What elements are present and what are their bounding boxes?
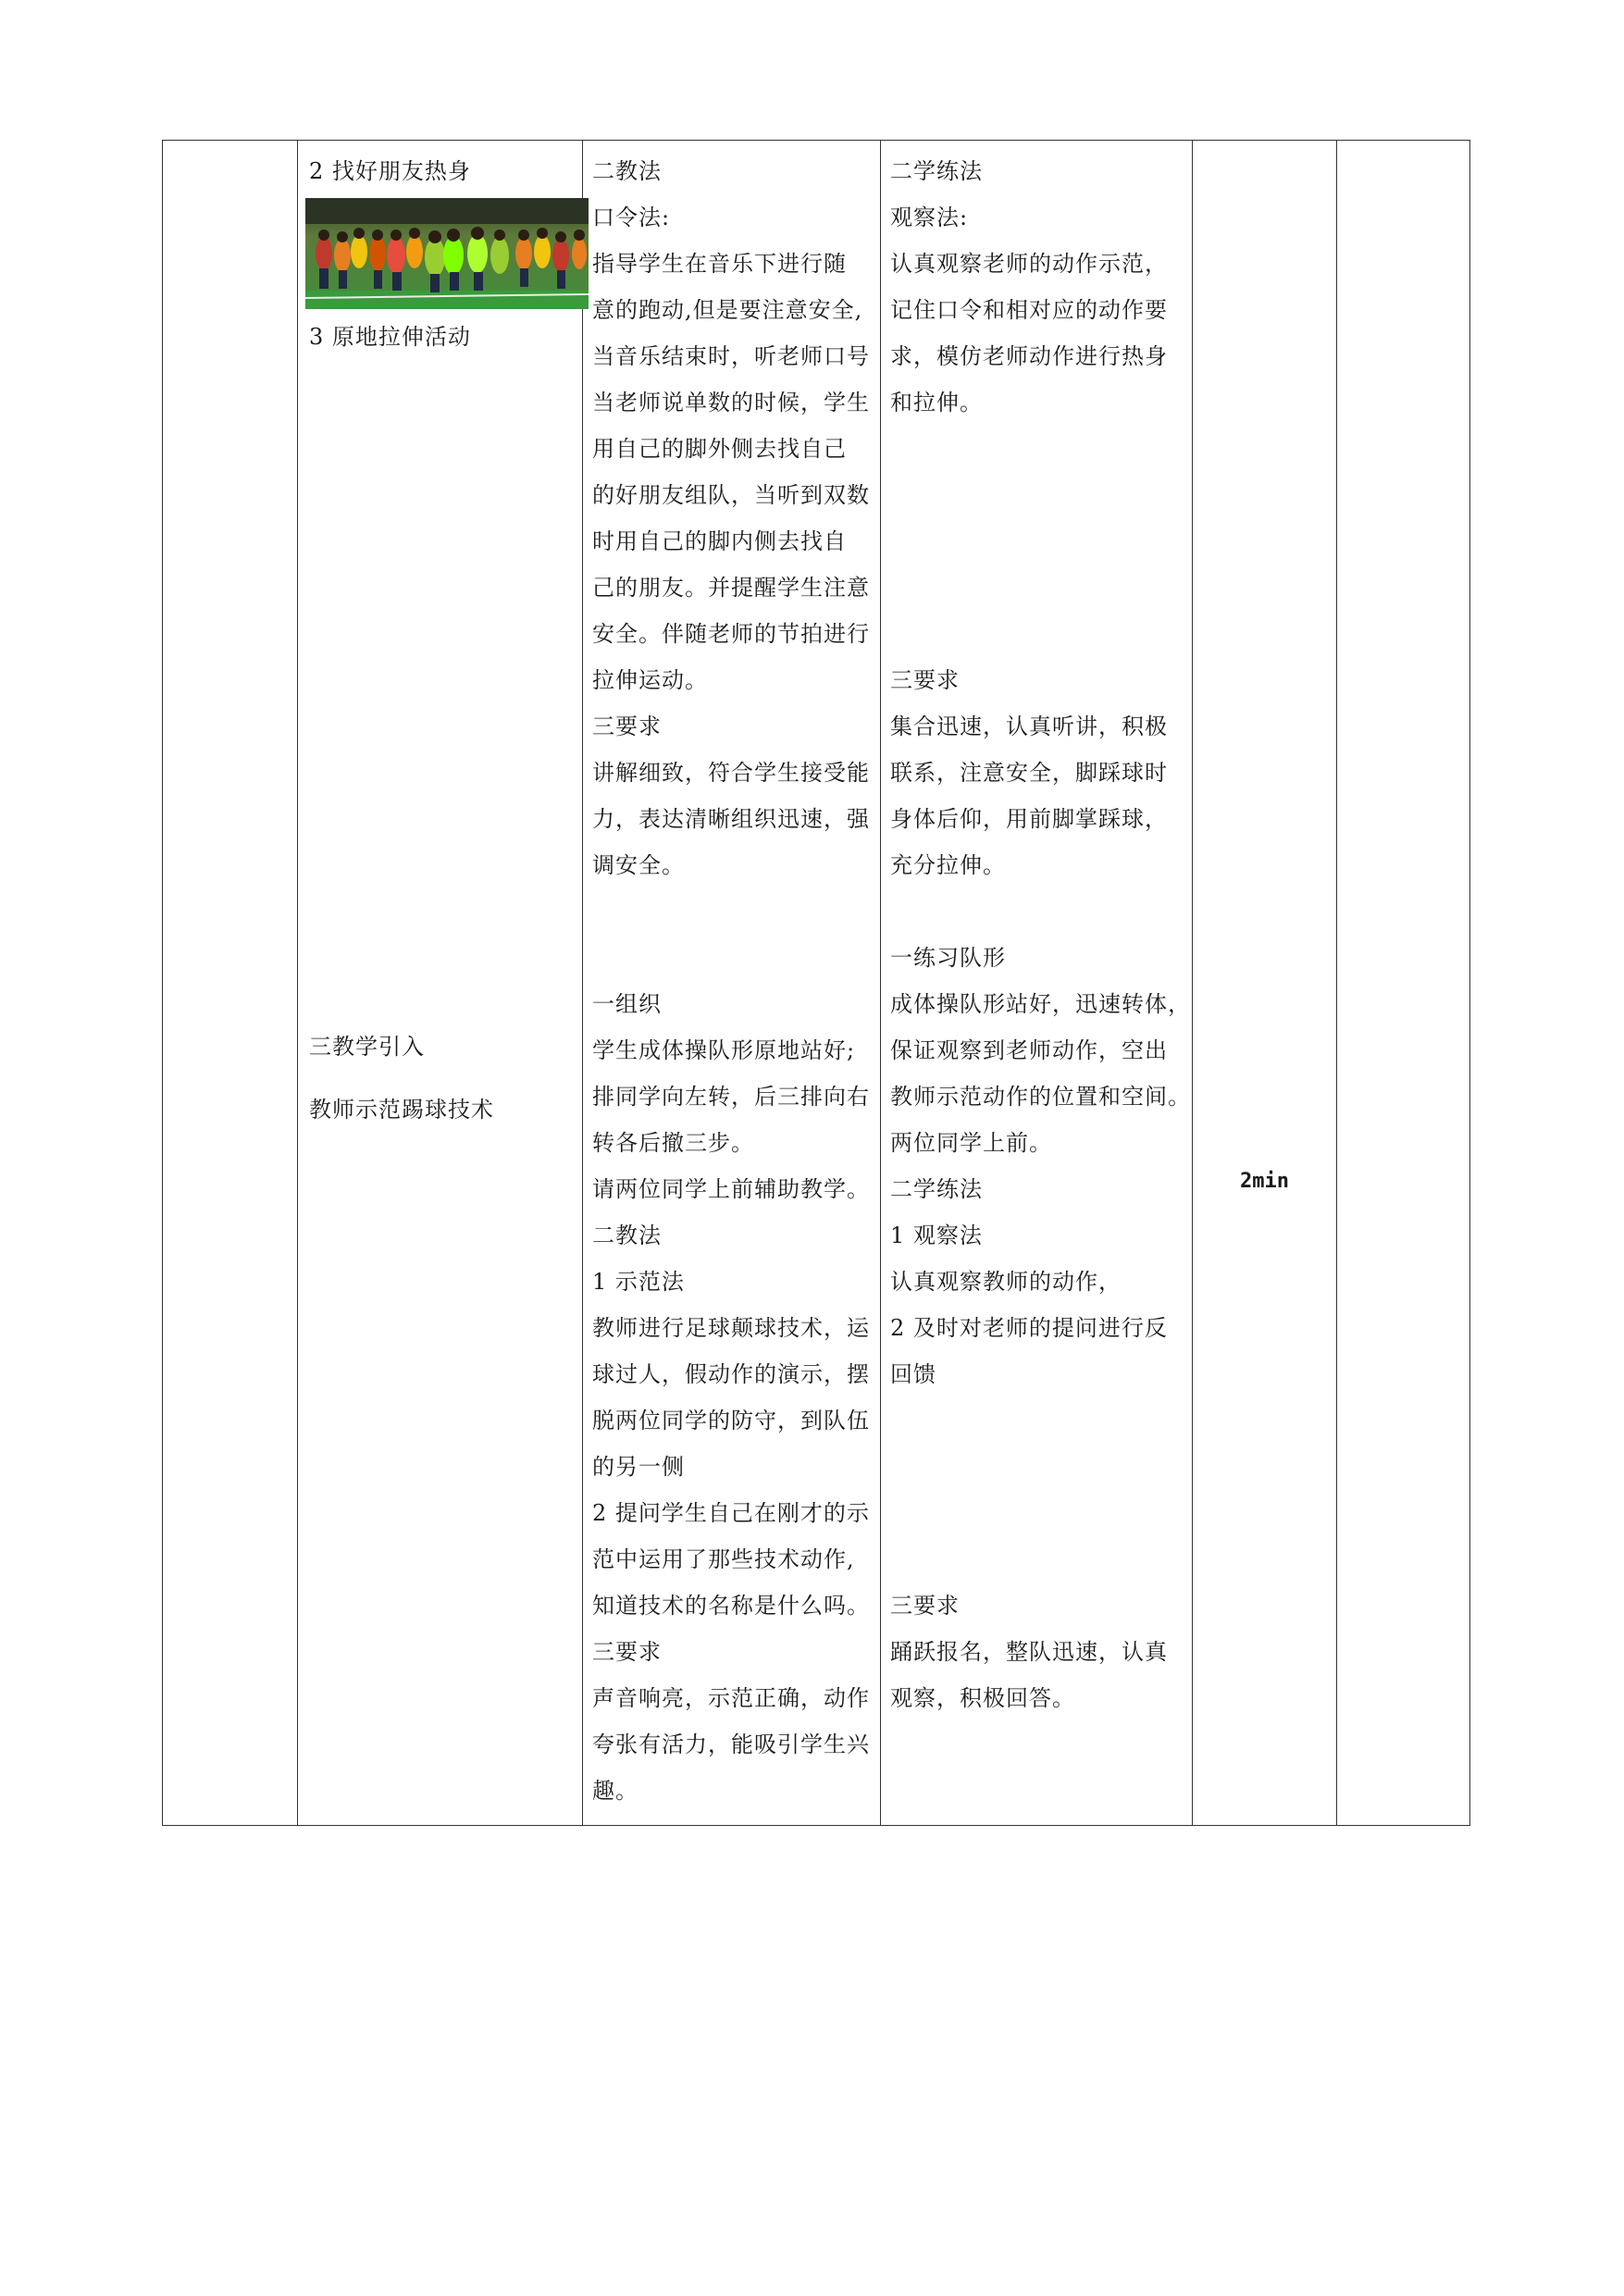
text-line: 教师示范动作的位置和空间。 (890, 1084, 1191, 1110)
text-line: 观察法: (890, 205, 969, 230)
student-practice-block-2 (890, 935, 1191, 1397)
warmup-title: 2 找好朋友热身 (309, 158, 471, 184)
text-line: 讲解细致，符合学生接受能 (592, 760, 870, 786)
text-line: 回馈 (890, 1361, 936, 1387)
text-line: 求，模仿老师动作进行热身 (890, 343, 1168, 369)
text-line: 2 提问学生自己在刚才的示 (592, 1500, 870, 1526)
text-line: 口令法: (592, 205, 671, 230)
text-line: 球过人，假动作的演示，摆 (592, 1361, 870, 1387)
text-line: 安全。伴随老师的节拍进行 (592, 621, 870, 647)
text-line: 1 示范法 (592, 1269, 685, 1295)
text-line: 趣。 (592, 1778, 638, 1804)
text-line: 两位同学上前。 (890, 1130, 1052, 1156)
column-divider (297, 141, 298, 1825)
text-line: 1 观察法 (890, 1222, 983, 1248)
text-line: 记住口令和相对应的动作要 (890, 297, 1168, 323)
text-line: 排同学向左转，后三排向右 (592, 1084, 870, 1110)
text-line: 二教法 (592, 1222, 662, 1248)
text-line: 的好朋友组队，当听到双数 (592, 482, 870, 508)
text-line: 认真观察老师的动作示范， (890, 251, 1168, 277)
column-divider (1192, 141, 1193, 1825)
text-line: 观察，积极回答。 (890, 1685, 1075, 1711)
stretch-title: 3 原地拉伸活动 (309, 324, 471, 350)
text-line: 二学练法 (890, 1176, 983, 1202)
warmup-photo-image (305, 198, 589, 309)
duration-value: 2min (1240, 1170, 1289, 1193)
text-line: 学生成体操队形原地站好; (592, 1037, 856, 1063)
text-line: 联系，注意安全，脚踩球时 (890, 760, 1168, 786)
text-line: 拉伸运动。 (592, 667, 708, 693)
text-line: 转各后撤三步。 (592, 1130, 754, 1156)
text-line: 身体后仰，用前脚掌踩球， (890, 806, 1168, 832)
text-line: 和拉伸。 (890, 390, 983, 416)
text-line: 集合迅速，认真听讲，积极 (890, 714, 1168, 739)
text-line: 三要求 (890, 1593, 960, 1619)
text-line: 2 及时对老师的提问进行反 (890, 1315, 1168, 1341)
text-line: 指导学生在音乐下进行随 (592, 251, 847, 277)
text-line: 当老师说单数的时候，学生 (592, 390, 870, 416)
text-line: 调安全。 (592, 852, 685, 878)
text-line: 充分拉伸。 (890, 852, 1006, 878)
intro-line-1: 三教学引入 (309, 1034, 425, 1060)
text-line: 三要求 (592, 1639, 662, 1665)
text-line: 认真观察教师的动作， (890, 1269, 1122, 1295)
column-divider (582, 141, 583, 1825)
column-divider (1336, 141, 1337, 1825)
text-line: 当音乐结束时，听老师口号 (592, 343, 870, 369)
text-line: 时用自己的脚内侧去找自 (592, 528, 847, 554)
text-line: 保证观察到老师动作，空出 (890, 1037, 1168, 1063)
text-line: 一练习队形 (890, 945, 1006, 971)
lesson-plan-table (162, 140, 1470, 1826)
text-line: 二教法 (592, 158, 662, 184)
text-line: 教师进行足球颠球技术，运 (592, 1315, 870, 1341)
text-line: 知道技术的名称是什么吗。 (592, 1593, 870, 1619)
text-line: 力，表达清晰组织迅速，强 (592, 806, 870, 832)
student-requirement-block-1 (890, 657, 1168, 888)
text-line: 请两位同学上前辅助教学。 (592, 1176, 870, 1202)
intro-line-2: 教师示范踢球技术 (309, 1097, 494, 1123)
text-line: 的另一侧 (592, 1454, 685, 1480)
text-line: 三要求 (890, 667, 960, 693)
student-practice-block-1 (890, 148, 1168, 426)
text-line: 三要求 (592, 714, 662, 739)
column-divider (880, 141, 881, 1825)
text-line: 意的跑动,但是要注意安全, (592, 297, 863, 323)
text-line: 成体操队形站好，迅速转体， (890, 991, 1191, 1017)
text-line: 脱两位同学的防守，到队伍 (592, 1408, 870, 1433)
text-line: 范中运用了那些技术动作, (592, 1546, 855, 1572)
warmup-photo (305, 198, 589, 309)
text-line: 踊跃报名，整队迅速，认真 (890, 1639, 1168, 1665)
text-line: 二学练法 (890, 158, 983, 184)
student-requirement-block-2 (890, 1582, 1168, 1721)
text-line: 用自己的脚外侧去找自己 (592, 436, 847, 462)
teacher-method-block-1 (592, 148, 870, 888)
text-line: 己的朋友。并提醒学生注意 (592, 575, 870, 601)
intro-heading (309, 999, 494, 1157)
text-line: 夸张有活力，能吸引学生兴 (592, 1731, 870, 1757)
teacher-method-block-2 (592, 981, 870, 1814)
text-line: 一组织 (592, 991, 662, 1017)
text-line: 声音响亮，示范正确，动作 (592, 1685, 870, 1711)
